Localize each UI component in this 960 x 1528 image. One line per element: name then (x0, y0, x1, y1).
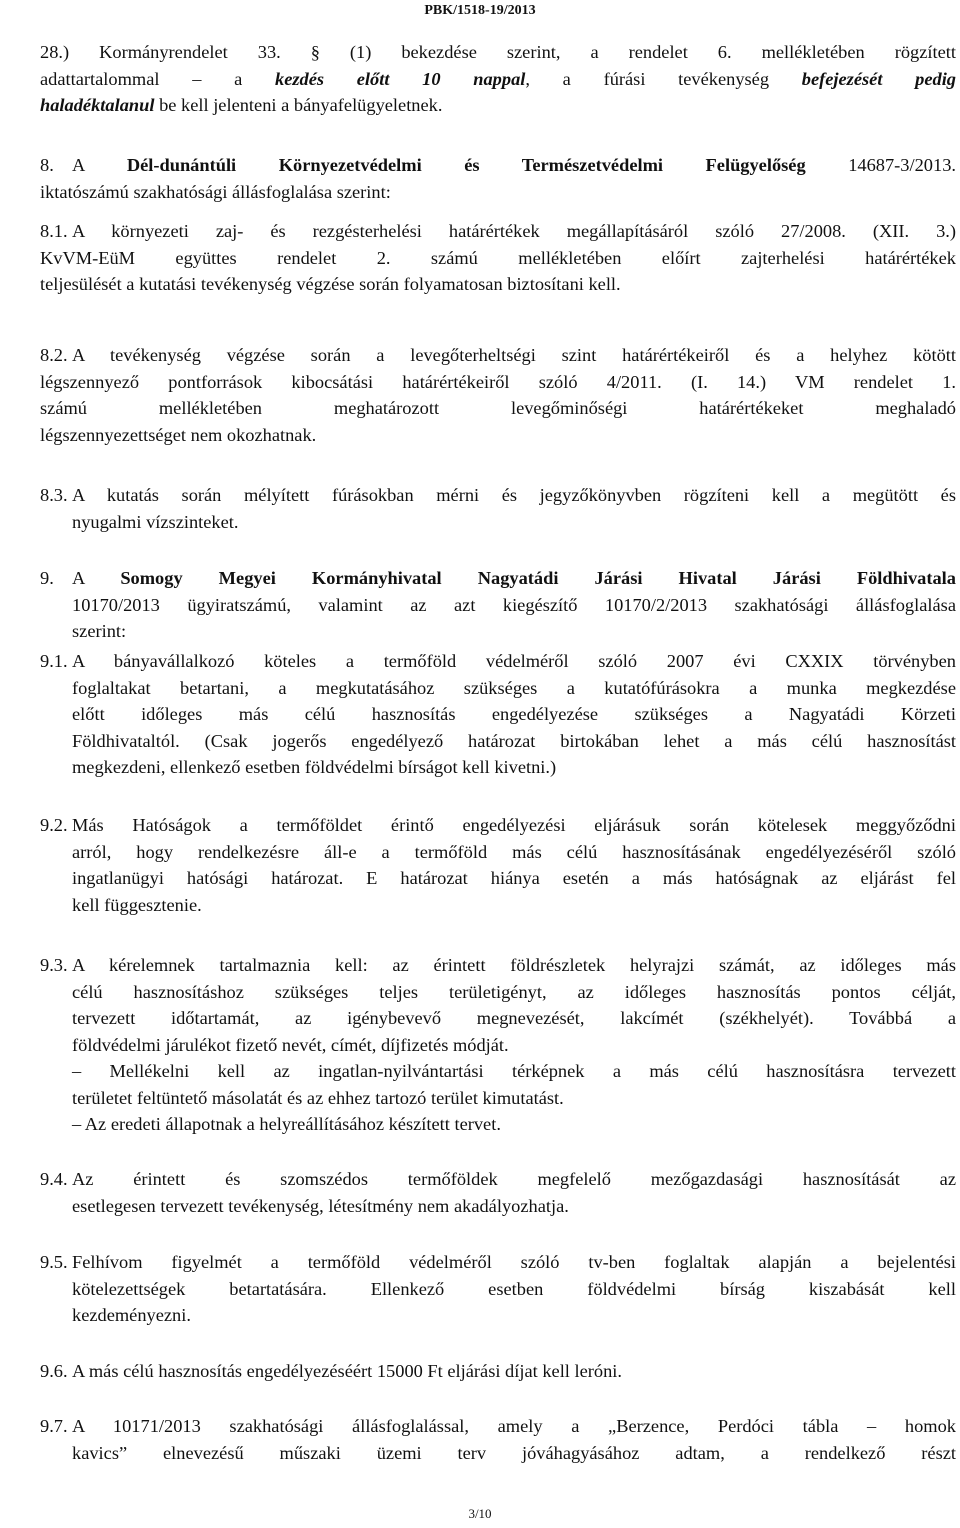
section-number: 9.7. (40, 1416, 68, 1436)
text-line: ingatlanügyi hatósági határozat. E határozat hiánya esetén a más hatóságnak az eljárást fel (72, 868, 956, 888)
text-line: KvVM-EüM együttes rendelet 2. számú mellékletében előírt zajterhelési határértékek (40, 247, 956, 268)
text-line: A kutatás során mélyített fúrásokban mérni és jegyzőkönyvben rögzíteni kell a megütött és (72, 485, 956, 505)
paragraph-28 (40, 39, 956, 119)
text-line: – Mellékelni kell az ingatlan-nyilvántartási térképnek a más célú hasznosításra tervezett (72, 1061, 956, 1081)
text-line: számú mellékletében meghatározott levegőminőségi határértékeket meghaladó (40, 398, 956, 418)
text-line: A Somogy Megyei Kormányhivatal Nagyatádi Járási Hivatal Járási Földhivatala (72, 568, 956, 588)
section-number: 9.3. (40, 955, 68, 975)
section-number: 8. (40, 155, 54, 175)
text-line: 10170/2013 ügyiratszámú, valamint az azt kiegészítő 10170/2/2013 szakhatósági állásfoglalása (72, 594, 956, 615)
text-line: esetlegesen tervezett tevékenység, létesítmény nem akadályozhatja. (72, 1195, 569, 1216)
text-line: foglaltakat betartani, a megkutatásához szükséges a kutatófúrásokra a munka megkezdése (72, 677, 956, 698)
text-line: adattartalommal – a kezdés előtt 10 nappal, a fúrási tevékenység befejezését pedig (40, 68, 957, 89)
text-line: Földhivataltól. (Csak jogerős engedélyező határozat birtokában lehet a más célú hasznosítást (72, 730, 956, 751)
section-number: 9.2. (40, 815, 68, 835)
text-line: légszennyező pontforrások kibocsátási határértékeiről szóló 4/2011. (I. 14.) VM rendelet 1. (40, 371, 956, 392)
text-line: Az érintett és szomszédos termőföldek megfelelő mezőgazdasági hasznosítását az (72, 1169, 956, 1189)
text-line: tervezett időtartamát, az igénybevevő megnevezését, lakcímét (székhelyét). Továbbá a (72, 1008, 956, 1028)
text-line: kezdeményezni. (72, 1305, 191, 1325)
text-line: légszennyezettséget nem okozhatnak. (40, 424, 317, 445)
text-line: – Az eredeti állapotnak a helyreállításához készített tervet. (72, 1114, 501, 1134)
text-line: kell függesztenie. (72, 894, 202, 915)
text-line: A Dél-dunántúli Környezetvédelmi és Természetvédelmi Felügyelőség 14687-3/2013. (72, 155, 956, 175)
document-id-header: PBK/1518-19/2013 (424, 3, 536, 18)
section-number: 8.1. (40, 221, 68, 241)
section-number: 9.6. (40, 1361, 68, 1381)
section-number: 9. (40, 568, 54, 588)
section-number: 8.2. (40, 345, 68, 365)
text-line: teljesülését a kutatási tevékenység végzése során folyamatosan biztosítani kell. (40, 274, 621, 294)
section-number: 9.1. (40, 651, 68, 671)
page-number: 3/10 (468, 1506, 492, 1521)
section-number: 8.3. (40, 485, 68, 505)
section-number: 9.5. (40, 1252, 68, 1272)
text-line: arról, hogy rendelkezésre áll-e a termőföld más célú hasznosításának engedélyezéséről szóló (72, 841, 956, 862)
text-line: kötelezettségek betartatására. Ellenkező esetben földvédelmi bírság kiszabását kell (72, 1278, 956, 1299)
text-line: 28.) Kormányrendelet 33. § (1) bekezdése szerint, a rendelet 6. mellékletében rögzített (40, 42, 956, 62)
text-line: iktatószámú szakhatósági állásfoglalása szerint: (40, 181, 391, 202)
text-line: megkezdeni, ellenkező esetben földvédelmi bírságot kell kivetni.) (72, 757, 557, 777)
text-line: A bányavállalkozó köteles a termőföld védelméről szóló 2007 évi CXXIX törvényben (72, 651, 956, 671)
text-line: A környezeti zaj- és rezgésterhelési határértékek megállapításáról szóló 27/2008. (XII. 3.) (72, 221, 956, 241)
text-line: Más Hatóságok a termőföldet érintő engedélyezési eljárásuk során kötelesek meggyőződni (72, 815, 956, 835)
text-line: A kérelemnek tartalmaznia kell: az érintett földrészletek helyrajzi számát, az időleges más (72, 955, 956, 975)
text-line: A más célú hasznosítás engedélyezéséért 15000 Ft eljárási díjat kell leróni. (72, 1361, 623, 1381)
text-line: nyugalmi vízszinteket. (72, 511, 239, 532)
text-line: Felhívom figyelmét a termőföld védelméről szóló tv-ben foglaltak alapján a bejelentési (72, 1252, 956, 1272)
text-line: szerint: (72, 621, 127, 641)
text-line: A tevékenység végzése során a levegőterheltségi szint határértékeiről és a helyhez kötött (72, 345, 956, 365)
text-line: célú hasznosításhoz szükséges teljes területigényt, az időleges hasznosítás pontos célját, (72, 981, 956, 1002)
text-line: előtt időleges más célú hasznosítás engedélyezése szükséges a Nagyatádi Körzeti (72, 704, 956, 724)
text-line: A 10171/2013 szakhatósági állásfoglalással, amely a „Berzence, Perdóci tábla – homok (72, 1416, 956, 1436)
section-number: 9.4. (40, 1169, 68, 1189)
text-line: kavics” elnevezésű műszaki üzemi terv jóváhagyásához adtam, a rendelkező részt (72, 1442, 956, 1463)
text-line: területet feltüntető másolatát és az ehhez tartozó terület kimutatást. (72, 1087, 564, 1108)
text-line: földvédelmi járulékot fizető nevét, címét, díjfizetés módját. (72, 1034, 509, 1055)
text-line: haladéktalanul be kell jelenteni a bányafelügyeletnek. (40, 95, 443, 115)
